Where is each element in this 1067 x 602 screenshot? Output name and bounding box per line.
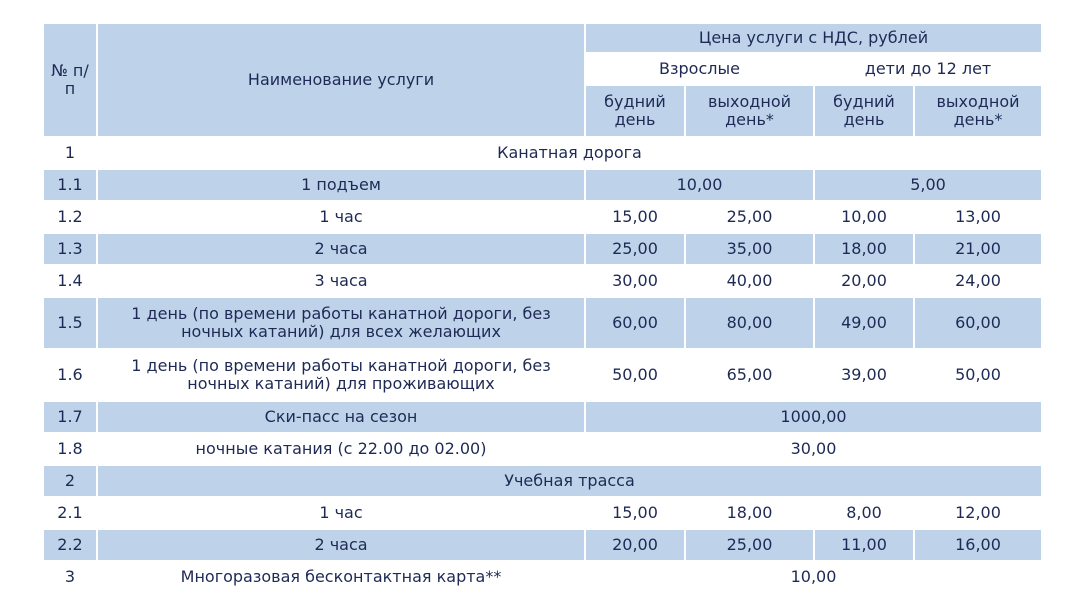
col-header-adult-weekend: выходной день* [686, 86, 813, 136]
row-num: 1.6 [44, 350, 96, 400]
row-name: 2 часа [98, 234, 584, 264]
row-num: 1.2 [44, 202, 96, 232]
row-num: 1.1 [44, 170, 96, 200]
price-cell: 25,00 [686, 202, 813, 232]
price-cell: 10,00 [815, 202, 913, 232]
price-cell: 60,00 [915, 298, 1041, 348]
row-num: 1.8 [44, 434, 96, 464]
row-num: 1.4 [44, 266, 96, 296]
price-cell: 24,00 [915, 266, 1041, 296]
row-name: ночные катания (с 22.00 до 02.00) [98, 434, 584, 464]
row-name: 1 час [98, 202, 584, 232]
price-cell: 15,00 [586, 498, 684, 528]
col-header-price: Цена услуги с НДС, рублей [586, 24, 1041, 52]
price-adult: 10,00 [586, 170, 813, 200]
row-name: 2 часа [98, 530, 584, 560]
row-num: 1.7 [44, 402, 96, 432]
price-cell: 20,00 [815, 266, 913, 296]
price-cell: 13,00 [915, 202, 1041, 232]
col-header-kid-weekday: будний день [815, 86, 913, 136]
price-cell: 80,00 [686, 298, 813, 348]
price-cell: 40,00 [686, 266, 813, 296]
price-cell: 18,00 [815, 234, 913, 264]
price-cell: 8,00 [815, 498, 913, 528]
price-cell: 49,00 [815, 298, 913, 348]
row-num: 1.5 [44, 298, 96, 348]
price-cell: 12,00 [915, 498, 1041, 528]
price-child: 5,00 [815, 170, 1041, 200]
price-cell: 15,00 [586, 202, 684, 232]
price-cell: 20,00 [586, 530, 684, 560]
col-header-adult-weekday: будний день [586, 86, 684, 136]
price-cell: 30,00 [586, 266, 684, 296]
row-name: 3 часа [98, 266, 584, 296]
section-title: Учебная трасса [98, 466, 1041, 496]
price-cell: 65,00 [686, 350, 813, 400]
col-header-kids: дети до 12 лет [815, 54, 1041, 84]
price-cell: 50,00 [586, 350, 684, 400]
price-cell: 25,00 [686, 530, 813, 560]
col-header-adults: Взрослые [586, 54, 813, 84]
price-all: 10,00 [586, 562, 1041, 592]
row-num: 2.2 [44, 530, 96, 560]
row-name: 1 день (по времени работы канатной дороги, без ночных катаний) для проживающих [98, 350, 584, 400]
row-name: 1 день (по времени работы канатной дороги, без ночных катаний) для всех желающих [98, 298, 584, 348]
row-num: 2.1 [44, 498, 96, 528]
price-cell: 50,00 [915, 350, 1041, 400]
price-cell: 11,00 [815, 530, 913, 560]
row-name: Многоразовая бесконтактная карта** [98, 562, 584, 592]
col-header-num: № п/п [44, 24, 96, 136]
col-header-kid-weekend: выходной день* [915, 86, 1041, 136]
price-cell: 60,00 [586, 298, 684, 348]
price-cell: 18,00 [686, 498, 813, 528]
row-num: 1 [44, 138, 96, 168]
price-cell: 21,00 [915, 234, 1041, 264]
row-num: 2 [44, 466, 96, 496]
row-num: 3 [44, 562, 96, 592]
price-table [42, 22, 1043, 594]
section-title: Канатная дорога [98, 138, 1041, 168]
price-cell: 25,00 [586, 234, 684, 264]
price-all: 1000,00 [586, 402, 1041, 432]
row-name: 1 час [98, 498, 584, 528]
price-cell: 16,00 [915, 530, 1041, 560]
row-name: Ски-пасс на сезон [98, 402, 584, 432]
price-all: 30,00 [586, 434, 1041, 464]
row-name: 1 подъем [98, 170, 584, 200]
row-num: 1.3 [44, 234, 96, 264]
col-header-name: Наименование услуги [98, 24, 584, 136]
price-cell: 35,00 [686, 234, 813, 264]
price-cell: 39,00 [815, 350, 913, 400]
